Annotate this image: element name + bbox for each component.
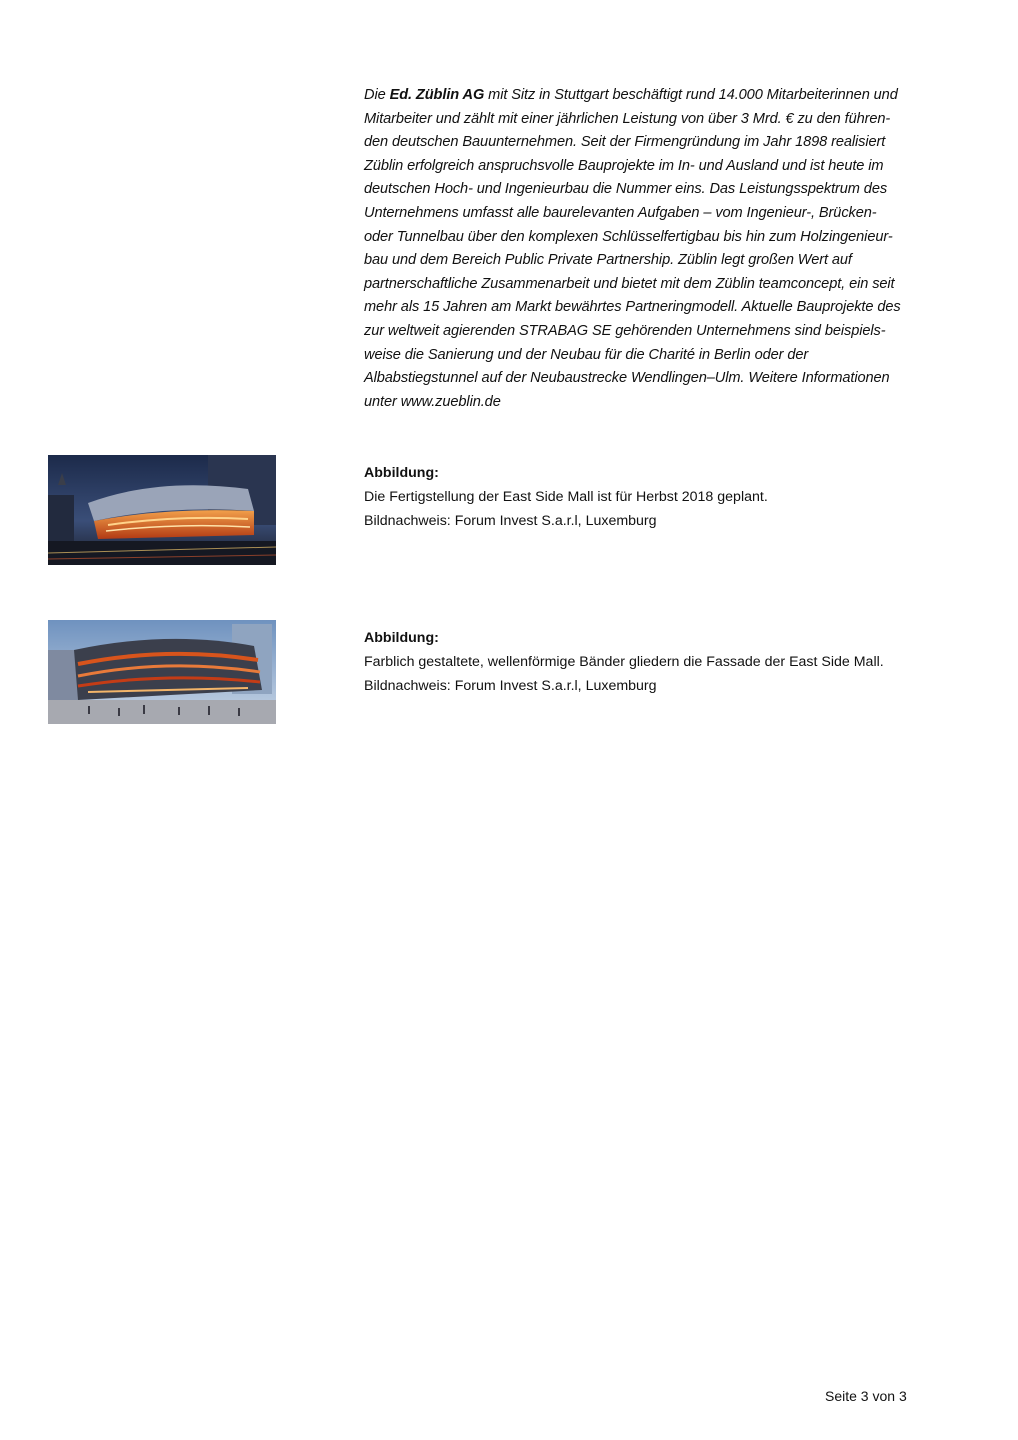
figure-1-credit: Bildnachweis: Forum Invest S.a.r.l, Luxemburg bbox=[364, 513, 657, 529]
mall-facade-rendering bbox=[48, 620, 276, 724]
company-boilerplate bbox=[364, 84, 954, 414]
figure-2-text: Farblich gestaltete, wellenförmige Bänder gliedern die Fassade der East Side Mall. bbox=[364, 654, 884, 670]
about-line: Unternehmens umfasst alle baurelevanten Aufgaben – vom Ingenieur-, Brücken- bbox=[364, 204, 877, 221]
about-line: Mitarbeiter und zählt mit einer jährlichen Leistung von über 3 Mrd. € zu den führen- bbox=[364, 110, 891, 127]
figure-1-text: Die Fertigstellung der East Side Mall ist für Herbst 2018 geplant. bbox=[364, 489, 768, 505]
about-line: Züblin erfolgreich anspruchsvolle Bauprojekte im In- und Ausland und ist heute im bbox=[364, 157, 884, 174]
about-line: unter www.zueblin.de bbox=[364, 393, 501, 410]
figure-2-title: Abbildung: bbox=[364, 630, 439, 646]
company-name: Ed. Züblin AG bbox=[389, 87, 485, 103]
figure-1-caption bbox=[364, 461, 964, 533]
about-line: Albabstiegstunnel auf der Neubaustrecke Wendlingen–Ulm. Weitere Informationen bbox=[364, 370, 890, 387]
about-line-1: Die Ed. Züblin AG mit Sitz in Stuttgart beschäftigt rund 14.000 Mitarbeiterinnen und bbox=[364, 87, 898, 103]
figure-2-caption bbox=[364, 626, 964, 698]
about-line: partnerschaftliche Zusammenarbeit und bietet mit dem Züblin teamconcept, ein seit bbox=[364, 275, 895, 292]
mall-night-rendering bbox=[48, 455, 276, 565]
about-line: bau und dem Bereich Public Private Partnership. Züblin legt großen Wert auf bbox=[364, 252, 852, 269]
about-line: oder Tunnelbau über den komplexen Schlüsselfertigbau bis hin zum Holzingenieur- bbox=[364, 228, 893, 245]
about-line: mehr als 15 Jahren am Markt bewährtes Partneringmodell. Aktuelle Bauprojekte des bbox=[364, 299, 901, 316]
about-line: weise die Sanierung und der Neubau für die Charité in Berlin oder der bbox=[364, 346, 809, 363]
about-line: den deutschen Bauunternehmen. Seit der Firmengründung im Jahr 1898 realisiert bbox=[364, 134, 886, 151]
page-number: Seite 3 von 3 bbox=[825, 1388, 907, 1404]
figure-2-credit: Bildnachweis: Forum Invest S.a.r.l, Luxemburg bbox=[364, 678, 657, 694]
about-line: deutschen Hoch- und Ingenieurbau die Nummer eins. Das Leistungsspektrum des bbox=[364, 181, 888, 198]
about-line: zur weltweit agierenden STRABAG SE gehörenden Unternehmens sind beispiels- bbox=[364, 322, 886, 339]
figure-1-image bbox=[48, 455, 276, 565]
figure-1-title: Abbildung: bbox=[364, 465, 439, 481]
figure-2-image bbox=[48, 620, 276, 724]
